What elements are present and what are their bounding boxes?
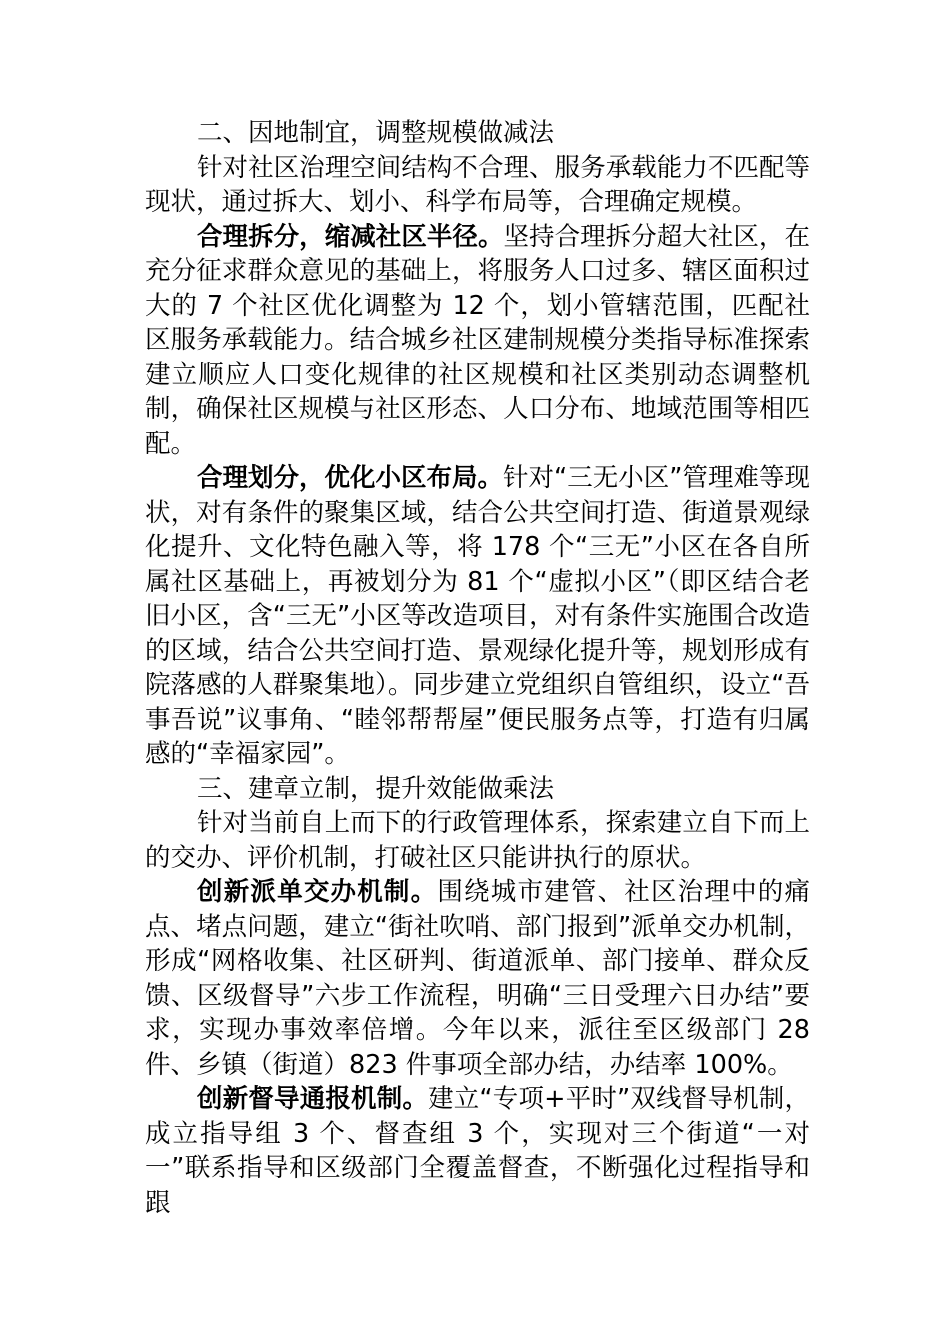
paragraph-lead: 创新督导通报机制。 <box>197 1084 429 1114</box>
paragraph-lead: 合理拆分，缩减社区半径。 <box>197 221 504 252</box>
section-heading-2: 二、因地制宜，调整规模做减法 <box>197 118 555 148</box>
paragraph-reasonable-split <box>145 220 810 462</box>
section-intro-3: 针对当前自上而下的行政管理体系，探索建立自下而上的交办、评价机制，打破社区只能讲执行的原状。 <box>145 808 810 873</box>
paragraph-supervision-mechanism <box>145 1082 810 1220</box>
document-body <box>145 116 810 1220</box>
paragraph-body: 建立“专项+平时”双线督导机制，成立指导组 3 个、督查组 3 个，实现对三个街道“一对一”联系指导和区级部门全覆盖督查，不断强化过程指导和跟 <box>145 1084 810 1218</box>
paragraph-body: 围绕城市建管、社区治理中的痛点、堵点问题，建立“街社吹哨、部门报到”派单交办机制，形成“网格收集、社区研判、街道派单、部门接单、群众反馈、区级督导”六步工作流程，明确“三日受理六日办结”要求，实现办事效率倍增。今年以来，派往至区级部门 28 件、乡镇（街道）823 件事项全部办结，办结率 100%。 <box>145 877 810 1080</box>
paragraph-lead: 合理划分，优化小区布局。 <box>197 463 504 493</box>
paragraph-lead: 创新派单交办机制。 <box>197 877 438 907</box>
paragraph-dispatch-mechanism <box>145 875 810 1082</box>
paragraph-reasonable-divide <box>145 461 810 772</box>
paragraph-body: 针对“三无小区”管理难等现状，对有条件的聚集区域，结合公共空间打造、街道景观绿化提升、文化特色融入等，将 178 个“三无”小区在各自所属社区基础上，再被划分为 81 个“虚拟小区”（即区结合老旧小区，含“三无”小区等改造项目，对有条件实施围合改造的区域，结合公共空间打造、景观绿化提升等，规划形成有院落感的人群聚集地）。同步建立党组织自管组织，设立“吾事吾说”议事角、“睦邻帮帮屋”便民服务点等，打造有归属感的“幸福家园”。 <box>145 463 810 769</box>
section-intro-2: 针对社区治理空间结构不合理、服务承载能力不匹配等现状，通过拆大、划小、科学布局等，合理确定规模。 <box>145 152 810 217</box>
section-heading-3: 三、建章立制，提升效能做乘法 <box>197 773 555 804</box>
paragraph-body: 坚持合理拆分超大社区，在充分征求群众意见的基础上，将服务人口过多、辖区面积过大的 7 个社区优化调整为 12 个，划小管辖范围，匹配社区服务承载能力。结合城乡社区建制规模分类指导标准探索建立顺应人口变化规律的社区规模和社区类别动态调整机制，确保社区规模与社区形态、人口分布、地域范围等相匹配。 <box>145 221 810 459</box>
